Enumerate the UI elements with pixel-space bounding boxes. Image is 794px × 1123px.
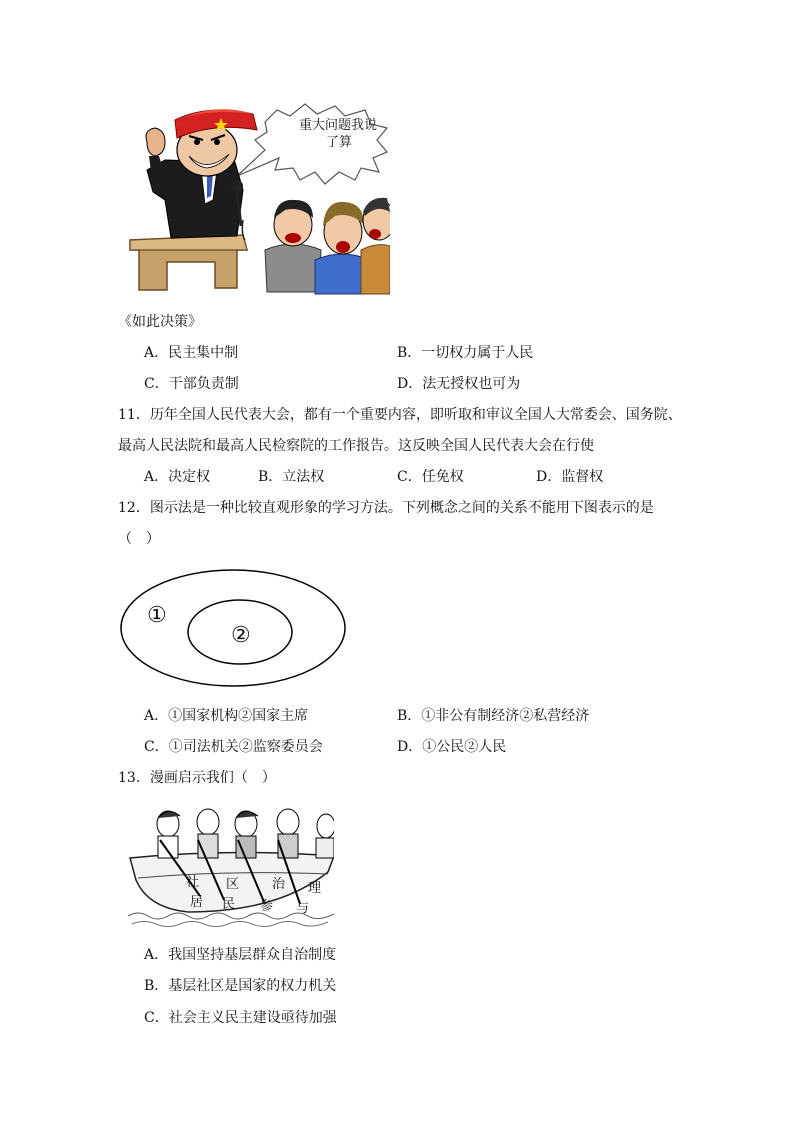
q11-option-d[interactable]: D．监督权 <box>536 469 604 485</box>
q10-option-d[interactable]: D．法无授权也可为 <box>397 376 521 392</box>
q13-option-c[interactable]: C．社会主义民主建设亟待加强 <box>144 1010 337 1026</box>
rower-5 <box>316 814 334 858</box>
cartoon-caption: 《如此决策》 <box>118 314 202 330</box>
outer-ellipse-label: ① <box>147 603 167 628</box>
citizen-3 <box>361 198 390 294</box>
boat-char-5: 居 <box>190 895 204 910</box>
boat-char-8: 与 <box>296 901 310 916</box>
boat-char-7: 参 <box>260 899 274 914</box>
q12-stem-line2: （ ） <box>118 531 160 547</box>
q11-option-b[interactable]: B．立法权 <box>258 469 325 485</box>
boat-char-1: 社 <box>186 875 200 890</box>
speech-bubble <box>237 104 387 184</box>
boat-char-6: 民 <box>222 897 236 912</box>
q13-stem: 13．漫画启示我们（ ） <box>118 770 276 786</box>
q12-stem-line1: 12．图示法是一种比较直观形象的学习方法。下列概念之间的关系不能用下图表示的是 <box>118 500 654 516</box>
boat-char-3: 治 <box>272 877 286 892</box>
q12-option-a[interactable]: A．①国家机构②国家主席 <box>144 708 309 724</box>
boat-char-4: 理 <box>308 881 322 896</box>
q11-option-c[interactable]: C．任免权 <box>397 469 464 485</box>
q12-option-d[interactable]: D．①公民②人民 <box>397 739 507 755</box>
inner-ellipse-label: ② <box>231 623 251 648</box>
boat-char-2: 区 <box>226 877 240 892</box>
q12-option-c[interactable]: C．①司法机关②监察委员会 <box>144 739 323 755</box>
q11-stem-line2: 最高人民法院和最高人民检察院的工作报告。这反映全国人民代表大会在行使 <box>118 438 594 454</box>
q10-option-b[interactable]: B．一切权力属于人民 <box>397 345 534 361</box>
speech-bubble-line2: 了算 <box>326 135 353 150</box>
q10-option-a[interactable]: A．民主集中制 <box>144 345 239 361</box>
q11-stem-line1: 11．历年全国人民代表大会，都有一个重要内容，即听取和审议全国人大常委会、国务院、 <box>118 407 682 423</box>
q12-option-b[interactable]: B．①非公有制经济②私营经济 <box>397 708 590 724</box>
q11-option-a[interactable]: A．决定权 <box>144 469 211 485</box>
q13-option-b[interactable]: B．基层社区是国家的权力机关 <box>144 978 337 994</box>
q13-option-a[interactable]: A．我国坚持基层群众自治制度 <box>144 947 337 963</box>
speech-bubble-line1: 重大问题我说 <box>299 118 378 133</box>
raised-fist <box>146 128 165 156</box>
citizen-1 <box>265 200 321 292</box>
q10-option-c[interactable]: C．干部负责制 <box>144 376 239 392</box>
